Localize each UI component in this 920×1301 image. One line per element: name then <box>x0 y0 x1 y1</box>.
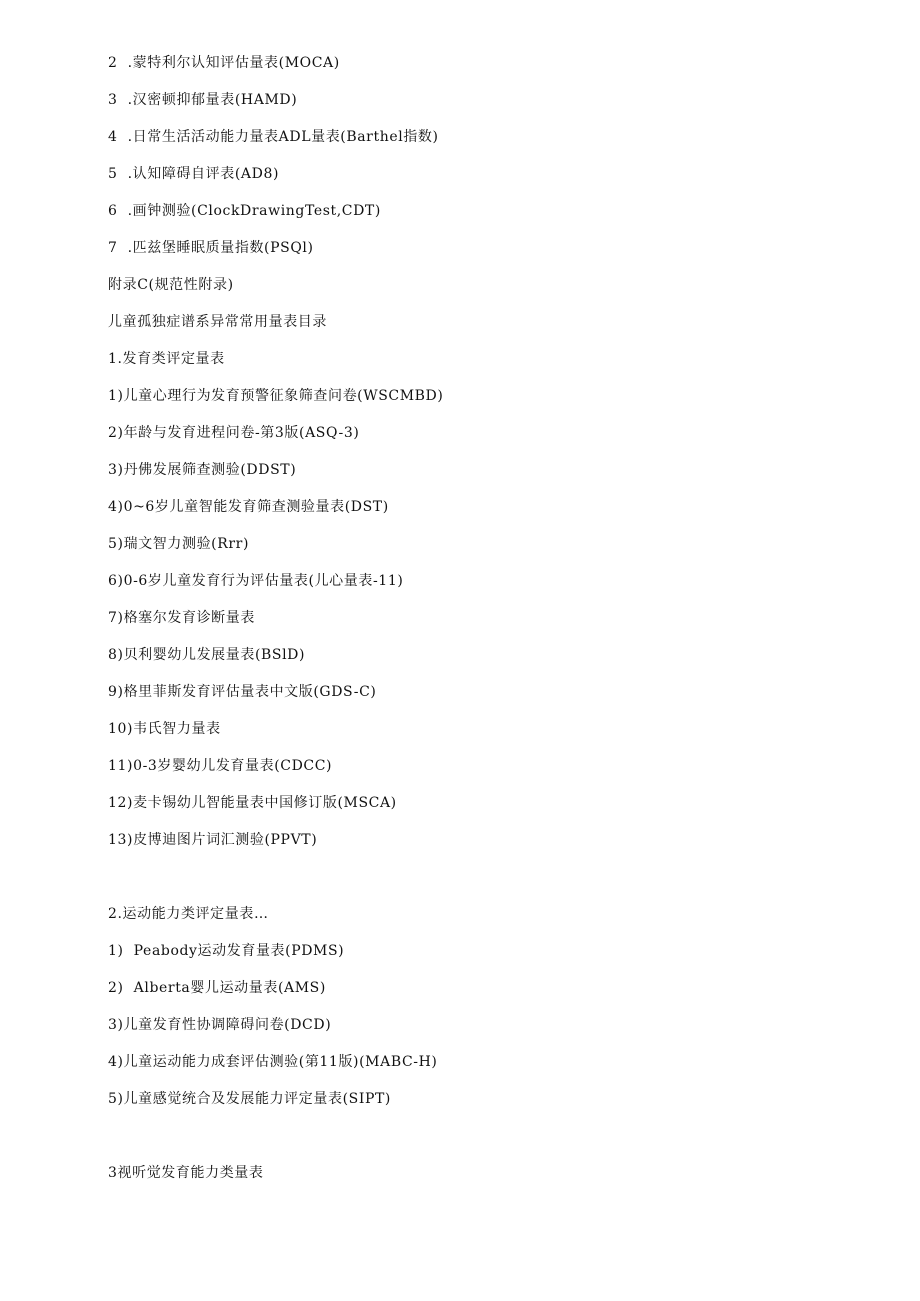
list-item: 8)贝利婴幼儿发展量表(BSlD) <box>108 647 306 663</box>
list-item: 3)儿童发育性协调障碍问卷(DCD) <box>108 1017 332 1033</box>
list-item: 7)格塞尔发育诊断量表 <box>108 610 255 626</box>
list-item: 6)0-6岁儿童发育行为评估量表(儿心量表-11) <box>108 573 404 589</box>
list-item: 13)皮博迪图片词汇测验(PPVT) <box>108 832 318 848</box>
list-item: 12)麦卡锡幼儿智能量表中国修订版(MSCA) <box>108 795 397 811</box>
section-heading: 1.发育类评定量表 <box>108 351 225 367</box>
text-line: 7 .匹兹堡睡眠质量指数(PSQl) <box>108 240 314 256</box>
list-item: 10)韦氏智力量表 <box>108 721 221 737</box>
list-item: 1)儿童心理行为发育预警征象筛查问卷(WSCMBD) <box>108 388 444 404</box>
list-item: 11)0-3岁婴幼儿发育量表(CDCC) <box>108 758 333 774</box>
appendix-heading: 附录C(规范性附录) <box>108 277 234 293</box>
text-line: 5 .认知障碍自评表(AD8) <box>108 166 280 182</box>
list-item: 9)格里菲斯发育评估量表中文版(GDS-C) <box>108 684 377 700</box>
list-item: 4)儿童运动能力成套评估测验(第11版)(MABC-H) <box>108 1054 438 1070</box>
text-line: 2 .蒙特利尔认知评估量表(MOCA) <box>108 55 340 71</box>
section-heading: 3视听觉发育能力类量表 <box>108 1165 264 1181</box>
list-item: 5)瑞文智力测验(Rrr) <box>108 536 250 552</box>
list-item: 2) Alberta婴儿运动量表(AMS) <box>108 980 326 996</box>
list-item: 2)年龄与发育进程问卷-第3版(ASQ-3) <box>108 425 360 441</box>
text-line: 3 .汉密顿抑郁量表(HAMD) <box>108 92 298 108</box>
list-item: 1) Peabody运动发育量表(PDMS) <box>108 943 345 959</box>
list-item: 5)儿童感觉统合及发展能力评定量表(SIPT) <box>108 1091 391 1107</box>
text-line: 6 .画钟测验(ClockDrawingTest,CDT) <box>108 203 381 219</box>
list-item: 3)丹佛发展筛查测验(DDST) <box>108 462 297 478</box>
section-heading: 2.运动能力类评定量表… <box>108 906 269 922</box>
list-item: 4)0~6岁儿童智能发育筛查测验量表(DST) <box>108 499 389 515</box>
text-line: 4 .日常生活活动能力量表ADL量表(Barthel指数) <box>108 129 439 145</box>
appendix-title: 儿童孤独症谱系异常常用量表目录 <box>108 314 327 330</box>
